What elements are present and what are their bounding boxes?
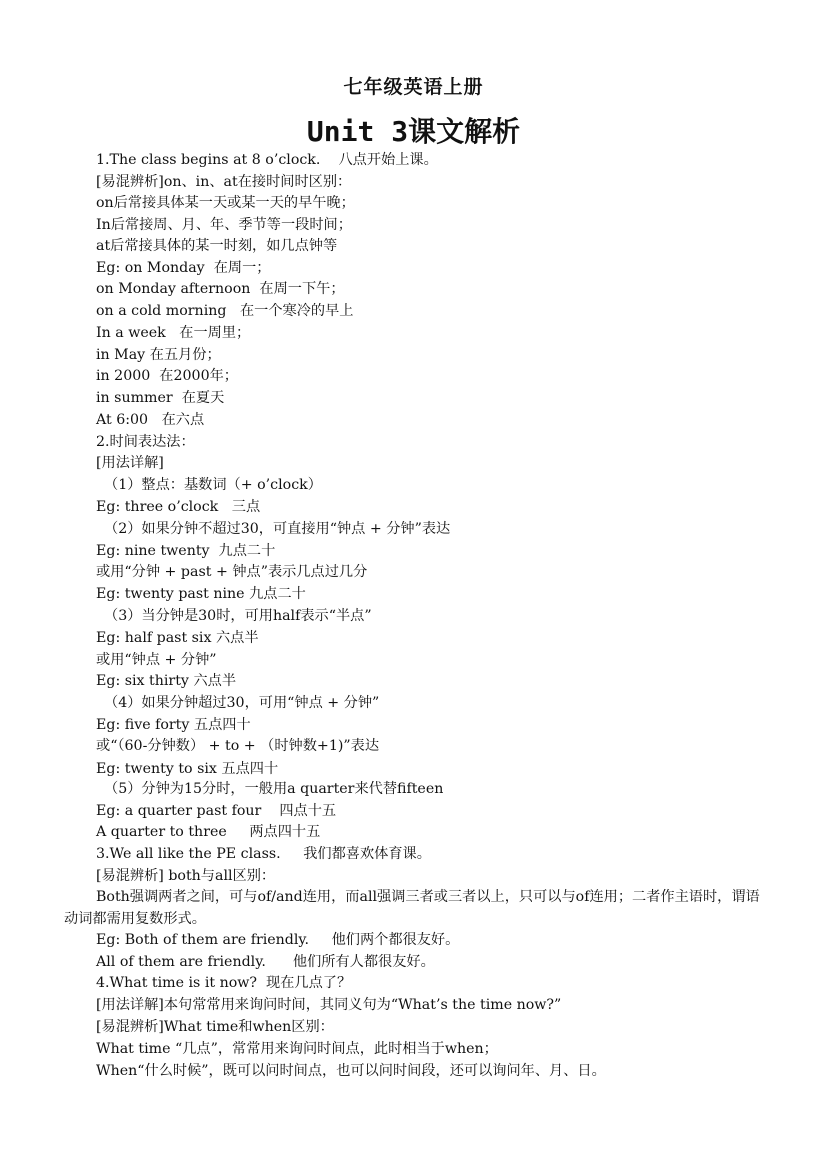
document-subtitle: Unit 3课文解析 (306, 115, 521, 148)
text-line: in May 在五月份； (96, 347, 221, 363)
text-line: （2）如果分钟不超过30，可直接用“钟点 + 分钟”表达 (104, 521, 451, 537)
text-line: 1.The class begins at 8 o’clock. 八点开始上课。 (96, 152, 438, 168)
text-line: Eg: Both of them are friendly. 他们两个都很友好。 (96, 932, 460, 948)
text-line: Eg: five forty 五点四十 (96, 717, 251, 733)
text-line: on后常接具体某一天或某一天的早午晚； (96, 195, 355, 211)
text-line: In a week 在一周里； (96, 325, 251, 341)
text-line: （5）分钟为15分时，一般用a quarter来代替fifteen (104, 781, 444, 797)
text-line: In后常接周、月、年、季节等一段时间； (96, 217, 352, 233)
text-line: At 6:00 在六点 (96, 412, 205, 428)
text-line: [易混辨析]on、in、at在接时间时区别： (96, 174, 352, 190)
text-line: Eg: six thirty 六点半 (96, 673, 237, 689)
text-line: Eg: nine twenty 九点二十 (96, 543, 276, 559)
text-line: 3.We all like the PE class. 我们都喜欢体育课。 (96, 846, 431, 862)
text-line: 或“（60-分钟数） + to + （时钟数+1)”表达 (96, 738, 380, 754)
text-line: Both强调两者之间，可与of/and连用，而all强调三者或三者以上，只可以与of连用；二者作主语时，谓语动词都需用复数形式。 (64, 889, 760, 927)
text-line: When“什么时候”，既可以问时间点，也可以问时间段，还可以询问年、月、日。 (96, 1063, 606, 1079)
text-line: 或用“钟点 + 分钟” (96, 652, 217, 668)
text-line: All of them are friendly. 他们所有人都很友好。 (96, 954, 435, 970)
text-line: in 2000 在2000年； (96, 368, 238, 384)
text-line: at后常接具体的某一时刻，如几点钟等 (96, 238, 338, 254)
document-title: 七年级英语上册 (343, 76, 484, 98)
text-line: 2.时间表达法： (96, 434, 195, 450)
text-line: A quarter to three 两点四十五 (96, 824, 321, 840)
text-line: （4）如果分钟超过30，可用“钟点 + 分钟” (104, 695, 380, 711)
text-line: on Monday afternoon 在周一下午； (96, 281, 345, 297)
text-line: 4.What time is it now? 现在几点了？ (96, 975, 352, 991)
text-line: Eg: on Monday 在周一； (96, 260, 271, 276)
text-line: Eg: a quarter past four 四点十五 (96, 803, 337, 819)
text-line: Eg: twenty to six 五点四十 (96, 761, 279, 777)
text-line: in summer 在夏天 (96, 390, 225, 406)
text-line: Eg: half past six 六点半 (96, 630, 259, 646)
text-line: What time “几点”，常常用来询问时间点，此时相当于when； (96, 1041, 498, 1057)
text-line: （1）整点：基数词（+ o’clock） (104, 477, 322, 493)
text-line: （3）当分钟是30时，可用half表示“半点” (104, 608, 372, 624)
text-line: on a cold morning 在一个寒冷的早上 (96, 303, 354, 319)
text-line: [用法详解] (96, 455, 164, 471)
text-line: [易混辨析]What time和when区别： (96, 1019, 334, 1035)
text-line: 或用“分钟 + past + 钟点”表示几点过几分 (96, 564, 368, 580)
text-line: Eg: twenty past nine 九点二十 (96, 586, 306, 602)
text-line: [用法详解]本句常常用来询问时间，其同义句为“What’s the time now?” (96, 997, 562, 1013)
text-line: Eg: three o’clock 三点 (96, 499, 261, 515)
text-line: [易混辨析] both与all区别： (96, 868, 276, 884)
